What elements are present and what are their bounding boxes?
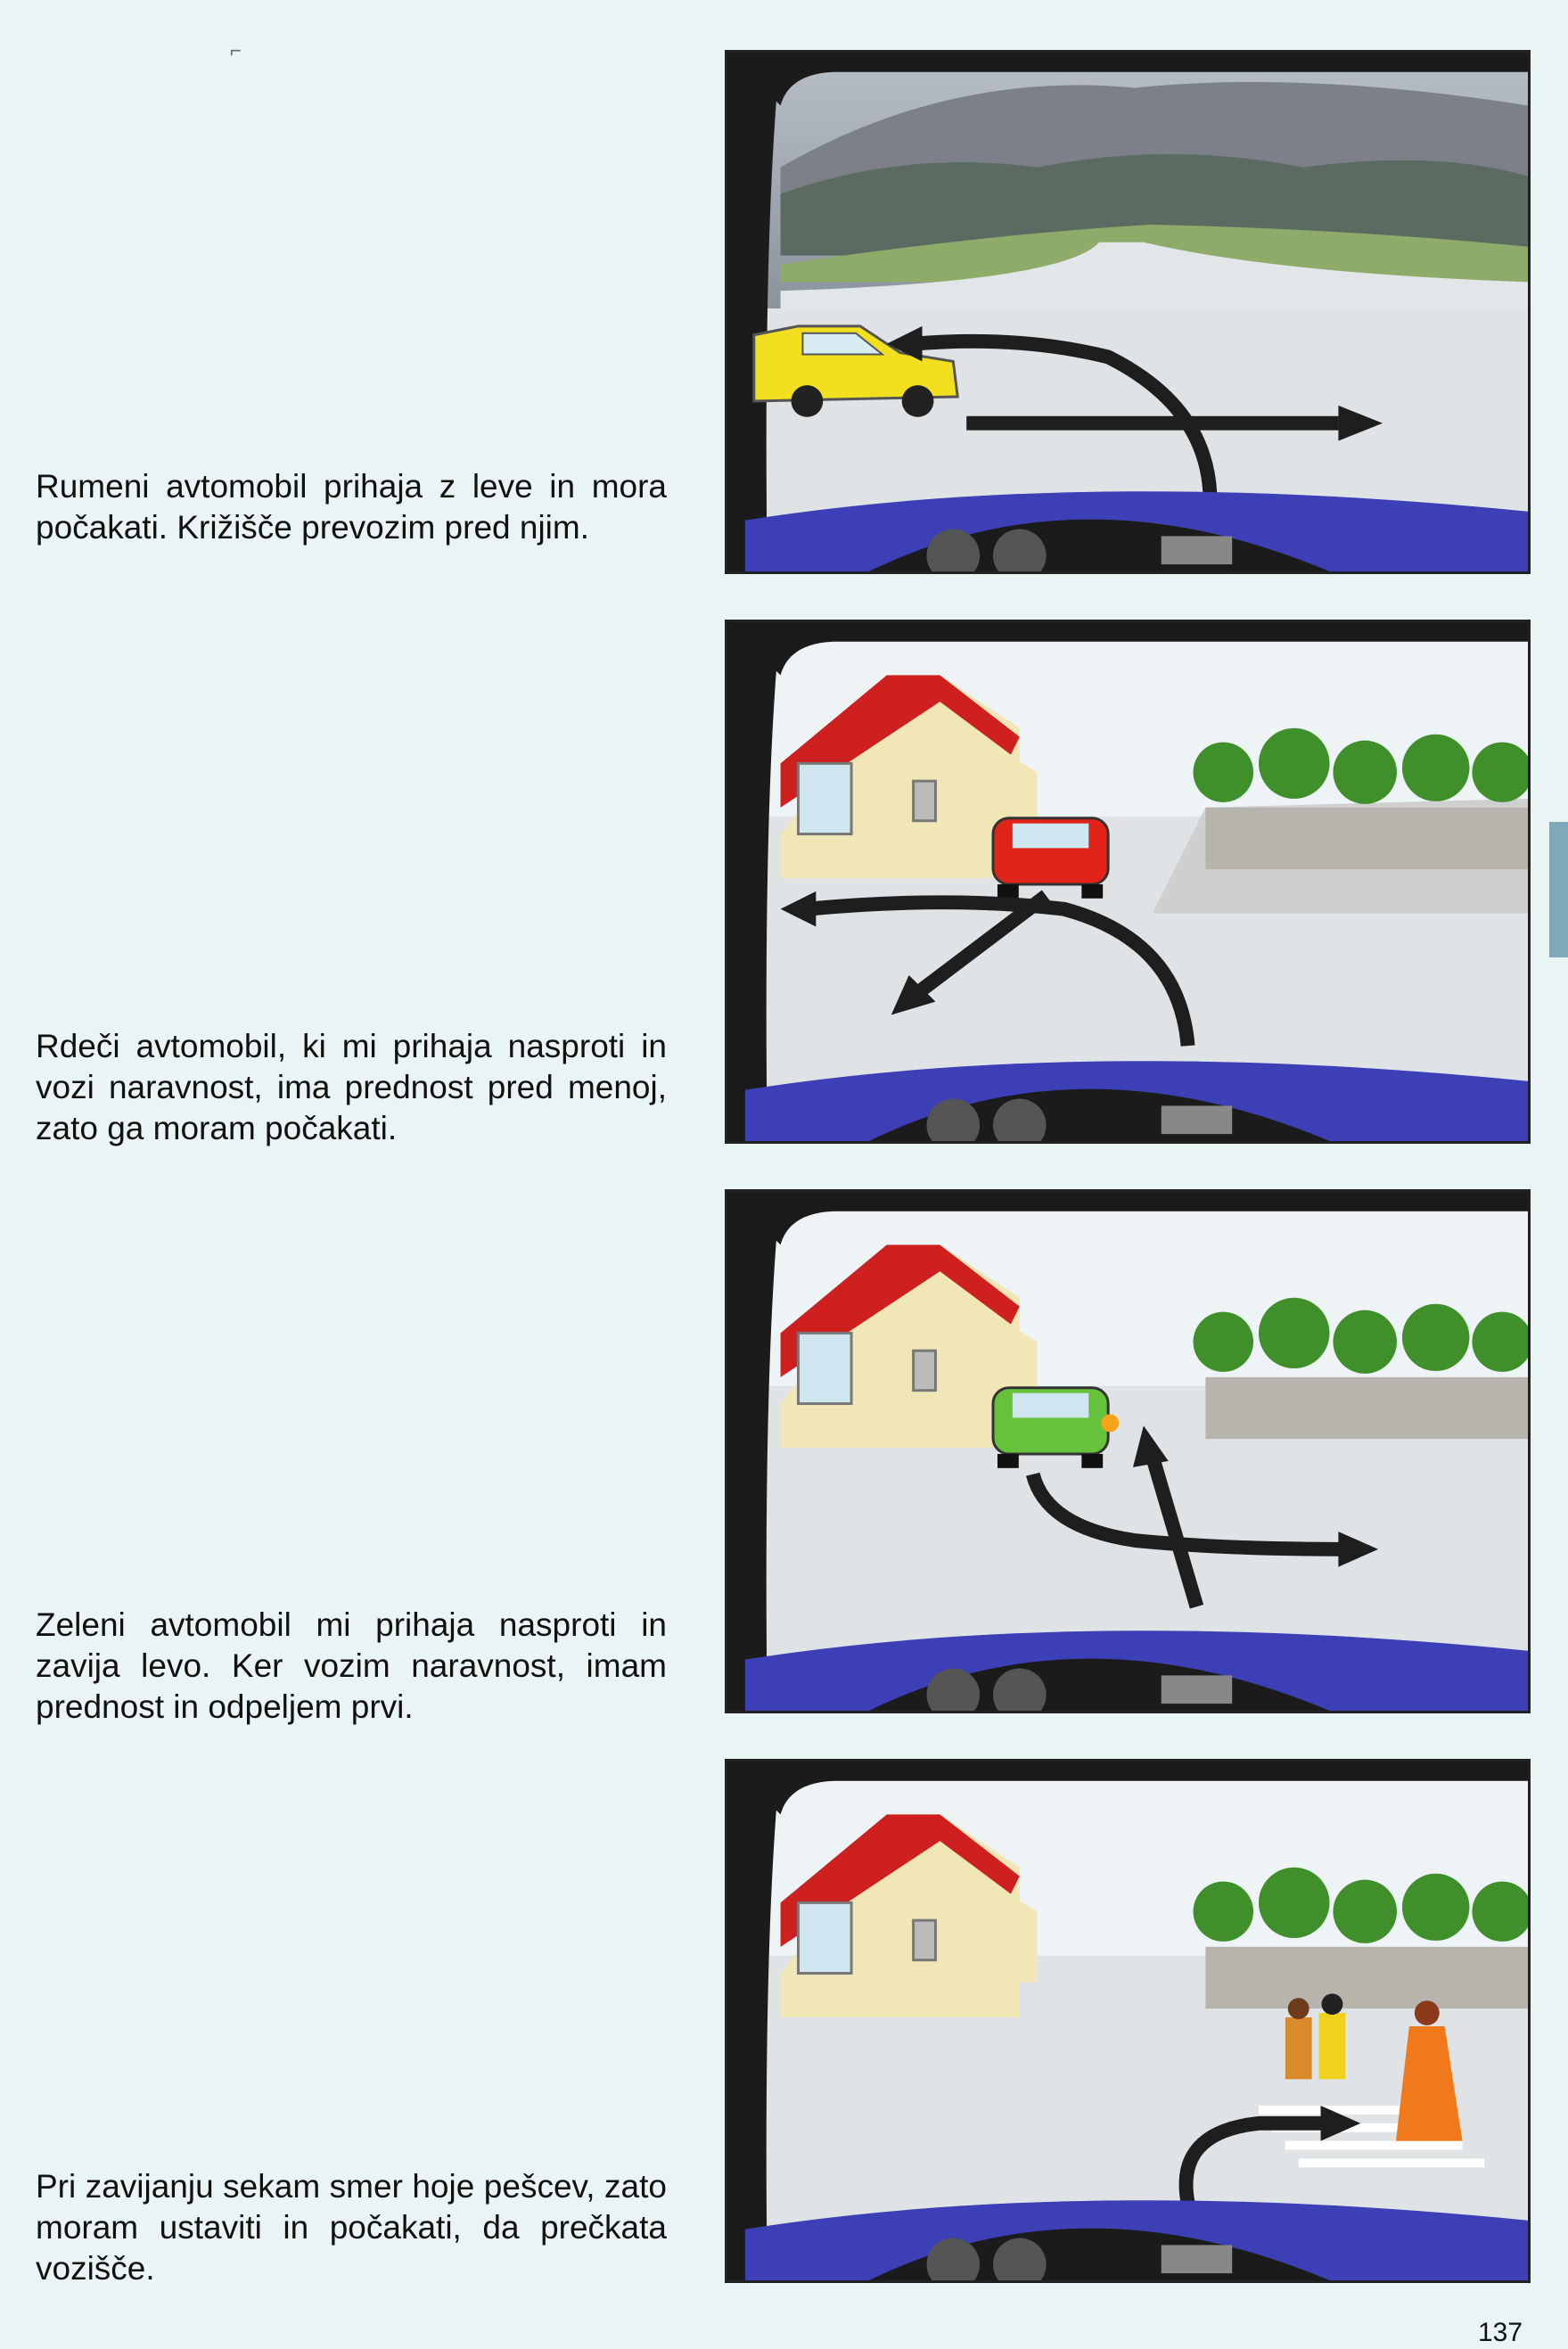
side-tab [1549, 822, 1568, 957]
corner-mark: ⌐ [230, 39, 242, 62]
illustration-yellow-car-from-left [725, 50, 1531, 574]
caption-4: Pri zavijanju sekam smer hoje pešcev, zato moram ustaviti in počakati, da prečkata vozišče. [36, 2168, 667, 2287]
caption-3: Zeleni avtomobil mi prihaja nasproti in zavija levo. Ker vozim naravnost, imam prednost in odpeljem prvi. [36, 1606, 667, 1725]
illustration-pedestrians-crossing [725, 1759, 1531, 2283]
caption-2: Rdeči avtomobil, ki mi prihaja nasproti in vozi naravnost, ima prednost pred menoj, zato ga moram počakati. [36, 1028, 667, 1146]
illustration-green-car-turning-left [725, 1189, 1531, 1713]
caption-1: Rumeni avtomobil prihaja z leve in mora počakati. Križišče prevozim pred njim. [36, 468, 667, 546]
page-number: 137 [1478, 2318, 1523, 2347]
illustration-red-car-oncoming [725, 620, 1531, 1144]
